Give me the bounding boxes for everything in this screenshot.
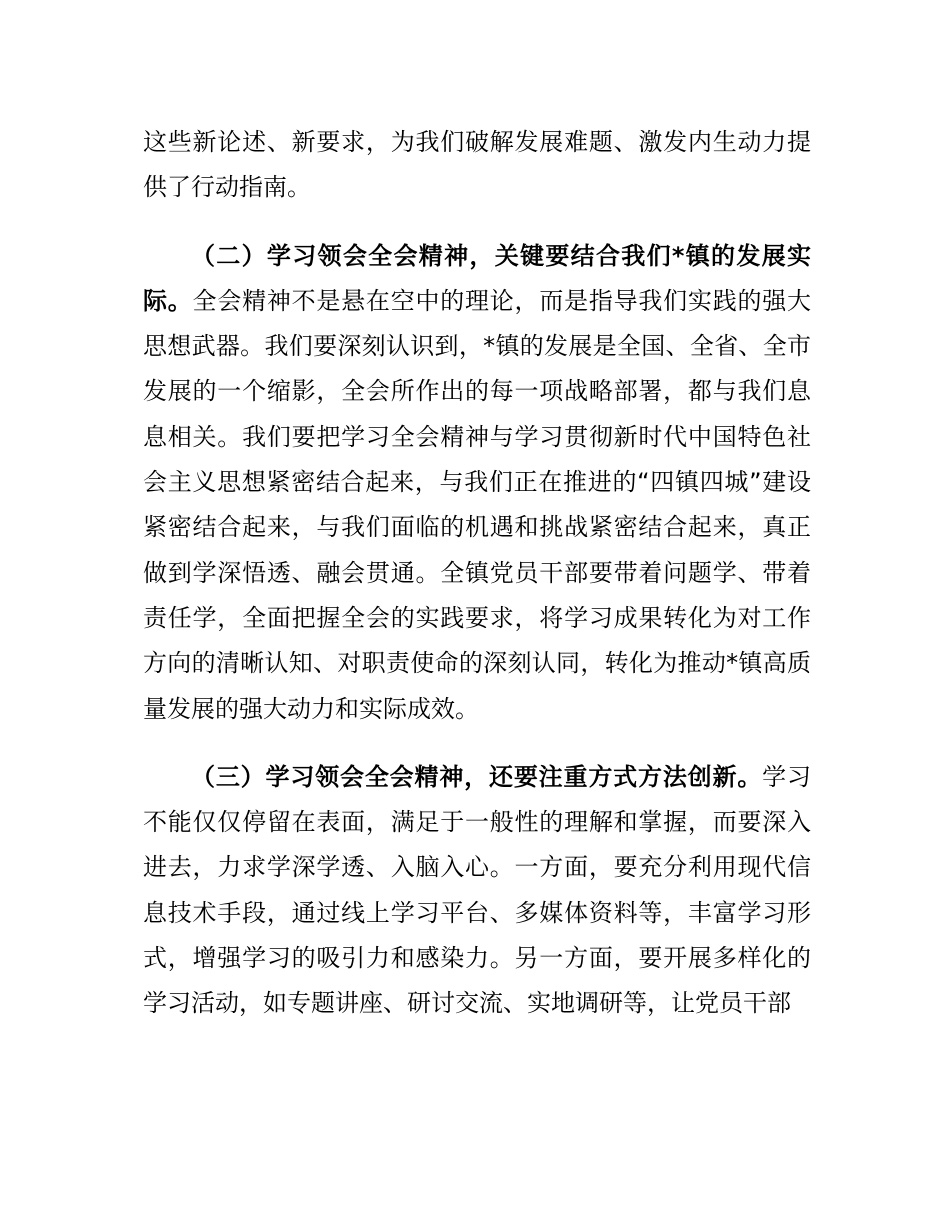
document-page <box>143 120 811 1027</box>
paragraph-1-body: 这些新论述、新要求，为我们破解发展难题、激发内生动力提供了行动指南。 <box>143 128 811 202</box>
section-3-body: 学习不能仅仅停留在表面，满足于一般性的理解和掌握，而要深入进去，力求学深学透、入脑入心。一方面，要充分利用现代信息技术手段，通过线上学习平台、多媒体资料等，丰富学习形式，增强学习的吸引力和感染力。另一方面，要开展多样化的学习活动，如专题讲座、研讨交流、实地调研等，让党员干部 <box>143 762 812 1018</box>
section-2-body: 全会精神不是悬在空中的理论，而是指导我们实践的强大思想武器。我们要深刻认识到，*镇的发展是全国、全省、全市发展的一个缩影，全会所作出的每一项战略部署，都与我们息息相关。我们要把学习全会精神与学习贯彻新时代中国特色社会主义思想紧密结合起来，与我们正在推进的“四镇四城”建设紧密结合起来，与我们面临的机遇和挑战紧密结合起来，真正做到学深悟透、融会贯通。全镇党员干部要带着问题学、带着责任学，全面把握全会的实践要求，将学习成果转化为对工作方向的清晰认知、对职责使命的深刻认同，转化为推动*镇高质量发展的强大动力和实际成效。 <box>143 286 812 723</box>
paragraph-continuation <box>143 120 811 211</box>
section-2-heading: （二）学习领会全会精神，关键要结合我们*镇的发展实际。 <box>143 241 811 315</box>
section-3-heading: （三）学习领会全会精神，还要注重方式方法创新。 <box>191 762 763 791</box>
paragraph-section-2 <box>143 234 811 732</box>
paragraph-section-3 <box>143 755 811 1027</box>
